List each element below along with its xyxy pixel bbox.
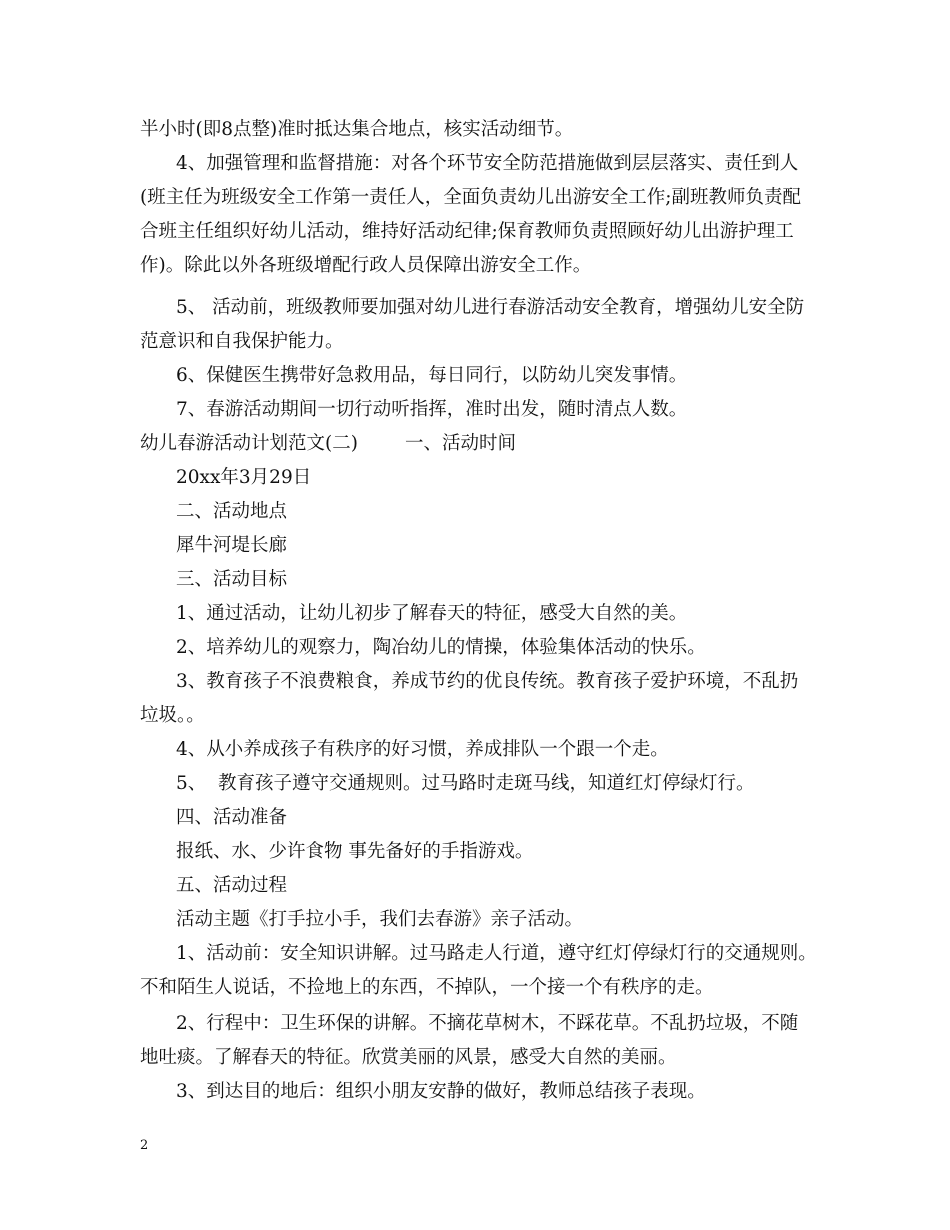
body-text-line: 不和陌生人说话，不捡地上的东西，不掉队，一个接一个有秩序的走。 <box>140 977 714 998</box>
body-text-line: 活动主题《打手拉小手，我们去春游》亲子活动。 <box>176 909 584 930</box>
section-heading: 五、活动过程 <box>176 875 288 896</box>
body-text-line: (班主任为班级安全工作第一责任人，全面负责幼儿出游安全工作;副班教师负责配 <box>140 187 801 208</box>
body-text-line: 垃圾。。 <box>140 705 205 726</box>
body-text-line: 2、行程中：卫生环保的讲解。不摘花草树木，不踩花草。不乱扔垃圾，不随 <box>176 1013 799 1034</box>
body-text-line: 5、 教育孩子遵守交通规则。过马路时走斑马线，知道红灯停绿灯行。 <box>176 773 755 794</box>
body-text-line: 1、活动前：安全知识讲解。过马路走人行道，遵守红灯停绿灯行的交通规则。 <box>176 943 817 964</box>
section-heading: 幼儿春游活动计划范文(二) 一、活动时间 <box>140 433 516 454</box>
body-text-line: 3、到达目的地后：组织小朋友安静的做好，教师总结孩子表现。 <box>176 1081 706 1102</box>
body-text-line: 报纸、水、少许食物 事先备好的手指游戏。 <box>176 841 534 862</box>
body-text-line: 合班主任组织好幼儿活动，维持好活动纪律;保育教师负责照顾好幼儿出游护理工 <box>140 221 794 242</box>
body-text-line: 犀牛河堤长廊 <box>176 535 288 556</box>
body-text-line: 7、春游活动期间一切行动听指挥，准时出发，随时清点人数。 <box>176 399 688 420</box>
body-text-line: 20xx年3月29日 <box>176 467 312 488</box>
body-text-line: 4、加强管理和监督措施：对各个环节安全防范措施做到层层落实、责任到人 <box>176 153 799 174</box>
body-text-line: 1、通过活动，让幼儿初步了解春天的特征，感受大自然的美。 <box>176 603 688 624</box>
body-text-line: 5、 活动前，班级教师要加强对幼儿进行春游活动安全教育，增强幼儿安全防 <box>176 297 805 318</box>
body-text-line: 范意识和自我保护能力。 <box>140 331 344 352</box>
section-heading: 三、活动目标 <box>176 569 288 590</box>
section-heading: 四、活动准备 <box>176 807 288 828</box>
page-number: 2 <box>140 1138 149 1153</box>
body-text-line: 作)。除此以外各班级增配行政人员保障出游安全工作。 <box>140 255 592 276</box>
body-text-line: 2、培养幼儿的观察力，陶冶幼儿的情操，体验集体活动的快乐。 <box>176 637 706 658</box>
section-heading: 二、活动地点 <box>176 501 288 522</box>
body-text-line: 4、从小养成孩子有秩序的好习惯，养成排队一个跟一个走。 <box>176 739 669 760</box>
body-text-line: 半小时(即8点整)准时抵达集合地点，核实活动细节。 <box>140 119 574 140</box>
body-text-line: 3、教育孩子不浪费粮食，养成节约的优良传统。教育孩子爱护环境，不乱扔 <box>176 671 799 692</box>
body-text-line: 地吐痰。了解春天的特征。欣赏美丽的风景，感受大自然的美丽。 <box>140 1047 677 1068</box>
body-text-line: 6、保健医生携带好急救用品，每日同行，以防幼儿突发事情。 <box>176 365 688 386</box>
